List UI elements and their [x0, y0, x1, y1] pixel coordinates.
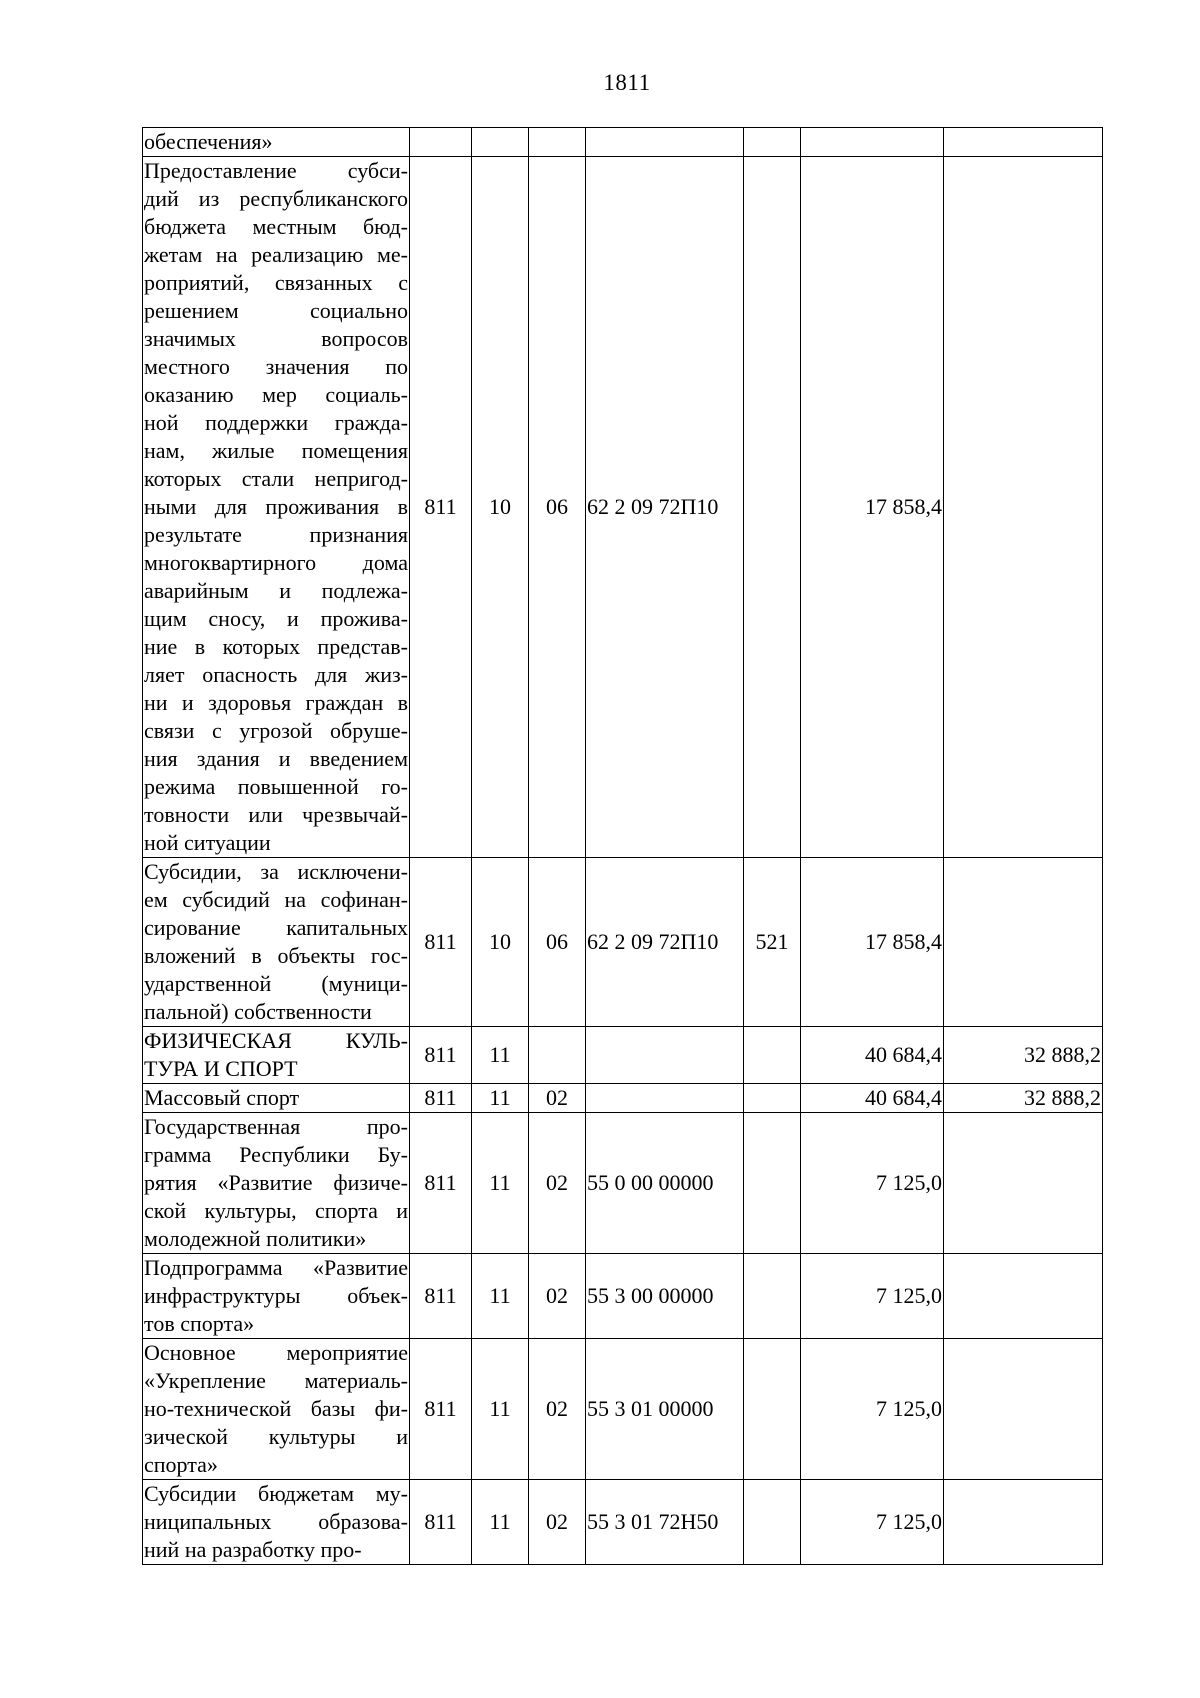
cell-amount-2: [944, 858, 1103, 1027]
item-name-line: значимых вопросов: [144, 326, 408, 351]
cell-amount-1: [801, 128, 944, 157]
table-row: [143, 1339, 1103, 1480]
cell-expense-type: [744, 1339, 801, 1480]
cell-section-code: [472, 128, 529, 157]
cell-amount-1: 17 858,4: [801, 157, 944, 858]
item-name-line: рятия «Развитие физиче-: [144, 1170, 408, 1195]
item-name-line: сирование капитальных: [144, 915, 408, 940]
cell-grbs-code: [410, 128, 472, 157]
item-name-line: роприятий, связанных с: [144, 270, 408, 295]
item-name-line: Государственная про-: [144, 1114, 408, 1139]
item-name-line: спорта»: [144, 1452, 218, 1477]
cell-subsection-code: 02: [529, 1084, 586, 1113]
cell-item-name: [143, 1084, 410, 1113]
cell-item-name: [143, 1027, 410, 1084]
cell-subsection-code: [529, 128, 586, 157]
budget-table: [142, 127, 1103, 1565]
item-name-line: грамма Республики Бу-: [144, 1142, 408, 1167]
item-name-line: ний на разработку про-: [144, 1537, 362, 1562]
cell-section-code: 10: [472, 157, 529, 858]
cell-amount-2: [944, 1113, 1103, 1254]
budget-table-body: [143, 128, 1103, 1565]
cell-section-code: 11: [472, 1480, 529, 1565]
cell-amount-2: [944, 1254, 1103, 1339]
cell-item-name: [143, 1339, 410, 1480]
cell-subsection-code: 02: [529, 1480, 586, 1565]
item-name-line: ской культуры, спорта и: [144, 1198, 408, 1223]
cell-amount-2: [944, 1339, 1103, 1480]
cell-grbs-code: 811: [410, 1084, 472, 1113]
cell-item-name: [143, 1113, 410, 1254]
cell-amount-2: [944, 157, 1103, 858]
item-name-line: бюджета местным бюд-: [144, 214, 408, 239]
item-name-line: молодежной политики»: [144, 1226, 367, 1251]
cell-item-name: [143, 157, 410, 858]
table-row: [143, 1480, 1103, 1565]
cell-grbs-code: 811: [410, 858, 472, 1027]
cell-section-code: 11: [472, 1113, 529, 1254]
item-name-line: зической культуры и: [144, 1424, 408, 1449]
cell-expense-type: [744, 157, 801, 858]
item-name-line: ния здания и введением: [144, 746, 408, 771]
item-name-line: жетам на реализацию ме-: [144, 242, 408, 267]
table-row: [143, 1027, 1103, 1084]
cell-amount-1: 7 125,0: [801, 1113, 944, 1254]
item-name-line: аварийным и подлежа-: [144, 578, 408, 603]
cell-grbs-code: 811: [410, 1027, 472, 1084]
cell-grbs-code: 811: [410, 1254, 472, 1339]
page-number: 1811: [603, 70, 651, 95]
table-row: [143, 1084, 1103, 1113]
cell-item-name: [143, 1480, 410, 1565]
item-name-line: оказанию мер социаль-: [144, 382, 408, 407]
item-name-line: вложений в объекты гос-: [144, 943, 408, 968]
item-name-line: но-технической базы фи-: [144, 1396, 408, 1421]
item-name-line: тов спорта»: [144, 1311, 255, 1336]
item-name-line: ной ситуации: [144, 830, 271, 855]
item-name-line: Субсидии, за исключени-: [144, 859, 408, 884]
cell-section-code: 10: [472, 858, 529, 1027]
cell-amount-2: 32 888,2: [944, 1027, 1103, 1084]
item-name-line: товности или чрезвычай-: [144, 802, 408, 827]
cell-grbs-code: 811: [410, 1480, 472, 1565]
item-name-line: Основное мероприятие: [144, 1340, 408, 1365]
cell-expense-type: 521: [744, 858, 801, 1027]
cell-subsection-code: 02: [529, 1254, 586, 1339]
item-name-line: ние в которых представ-: [144, 634, 408, 659]
item-name-line: местного значения по: [144, 354, 408, 379]
cell-grbs-code: 811: [410, 157, 472, 858]
cell-amount-2: [944, 128, 1103, 157]
cell-target-article: [586, 1027, 744, 1084]
cell-target-article: [586, 128, 744, 157]
cell-subsection-code: 02: [529, 1339, 586, 1480]
item-name-line: нам, жилые помещения: [144, 438, 408, 463]
item-name-line: пальной) собственности: [144, 999, 372, 1024]
cell-expense-type: [744, 128, 801, 157]
cell-target-article: 55 0 00 00000: [586, 1113, 744, 1254]
cell-subsection-code: [529, 1027, 586, 1084]
cell-expense-type: [744, 1480, 801, 1565]
item-name-line: которых стали непригод-: [144, 466, 408, 491]
cell-amount-1: 7 125,0: [801, 1254, 944, 1339]
cell-grbs-code: 811: [410, 1339, 472, 1480]
cell-expense-type: [744, 1254, 801, 1339]
item-name-line: «Укрепление материаль-: [144, 1368, 408, 1393]
item-name-line: многоквартирного дома: [144, 550, 408, 575]
cell-target-article: 55 3 00 00000: [586, 1254, 744, 1339]
item-name-line: Подпрограмма «Развитие: [144, 1255, 408, 1280]
table-row: [143, 1113, 1103, 1254]
cell-target-article: 55 3 01 72Н50: [586, 1480, 744, 1565]
cell-item-name: [143, 1254, 410, 1339]
cell-item-name: [143, 858, 410, 1027]
cell-target-article: 62 2 09 72П10: [586, 858, 744, 1027]
item-name-line: Массовый спорт: [144, 1085, 300, 1110]
cell-amount-1: 40 684,4: [801, 1027, 944, 1084]
item-name-line: режима повышенной го-: [144, 774, 408, 799]
cell-expense-type: [744, 1027, 801, 1084]
item-name-line: ФИЗИЧЕСКАЯ КУЛЬ-: [144, 1028, 408, 1053]
cell-amount-1: 7 125,0: [801, 1480, 944, 1565]
item-name-line: ниципальных образова-: [144, 1509, 408, 1534]
cell-amount-1: 17 858,4: [801, 858, 944, 1027]
cell-expense-type: [744, 1113, 801, 1254]
cell-section-code: 11: [472, 1084, 529, 1113]
cell-amount-2: [944, 1480, 1103, 1565]
cell-target-article: [586, 1084, 744, 1113]
item-name-line: Предоставление субси-: [144, 158, 408, 183]
item-name-line: Субсидии бюджетам му-: [144, 1481, 408, 1506]
cell-target-article: 62 2 09 72П10: [586, 157, 744, 858]
item-name-line: обеспечения»: [144, 129, 273, 154]
item-name-line: связи с угрозой обруше-: [144, 718, 408, 743]
cell-amount-1: 40 684,4: [801, 1084, 944, 1113]
table-row: [143, 157, 1103, 858]
cell-subsection-code: 02: [529, 1113, 586, 1254]
cell-section-code: 11: [472, 1339, 529, 1480]
item-name-line: ной поддержки гражда-: [144, 410, 408, 435]
item-name-line: щим сносу, и прожива-: [144, 606, 408, 631]
item-name-line: ем субсидий на софинан-: [144, 887, 408, 912]
cell-amount-1: 7 125,0: [801, 1339, 944, 1480]
cell-subsection-code: 06: [529, 157, 586, 858]
item-name-line: ными для проживания в: [144, 494, 408, 519]
table-row: [143, 128, 1103, 157]
item-name-line: ударственной (муници-: [144, 971, 408, 996]
item-name-line: инфраструктуры объек-: [144, 1283, 408, 1308]
cell-subsection-code: 06: [529, 858, 586, 1027]
item-name-line: ТУРА И СПОРТ: [144, 1056, 298, 1081]
cell-amount-2: 32 888,2: [944, 1084, 1103, 1113]
cell-section-code: 11: [472, 1254, 529, 1339]
item-name-line: ляет опасность для жиз-: [144, 662, 408, 687]
item-name-line: результате признания: [144, 522, 408, 547]
table-row: [143, 858, 1103, 1027]
item-name-line: дий из республиканского: [144, 186, 408, 211]
cell-grbs-code: 811: [410, 1113, 472, 1254]
cell-item-name: [143, 128, 410, 157]
item-name-line: ни и здоровья граждан в: [144, 690, 408, 715]
cell-expense-type: [744, 1084, 801, 1113]
cell-target-article: 55 3 01 00000: [586, 1339, 744, 1480]
item-name-line: решением социально: [144, 298, 408, 323]
cell-section-code: 11: [472, 1027, 529, 1084]
table-row: [143, 1254, 1103, 1339]
